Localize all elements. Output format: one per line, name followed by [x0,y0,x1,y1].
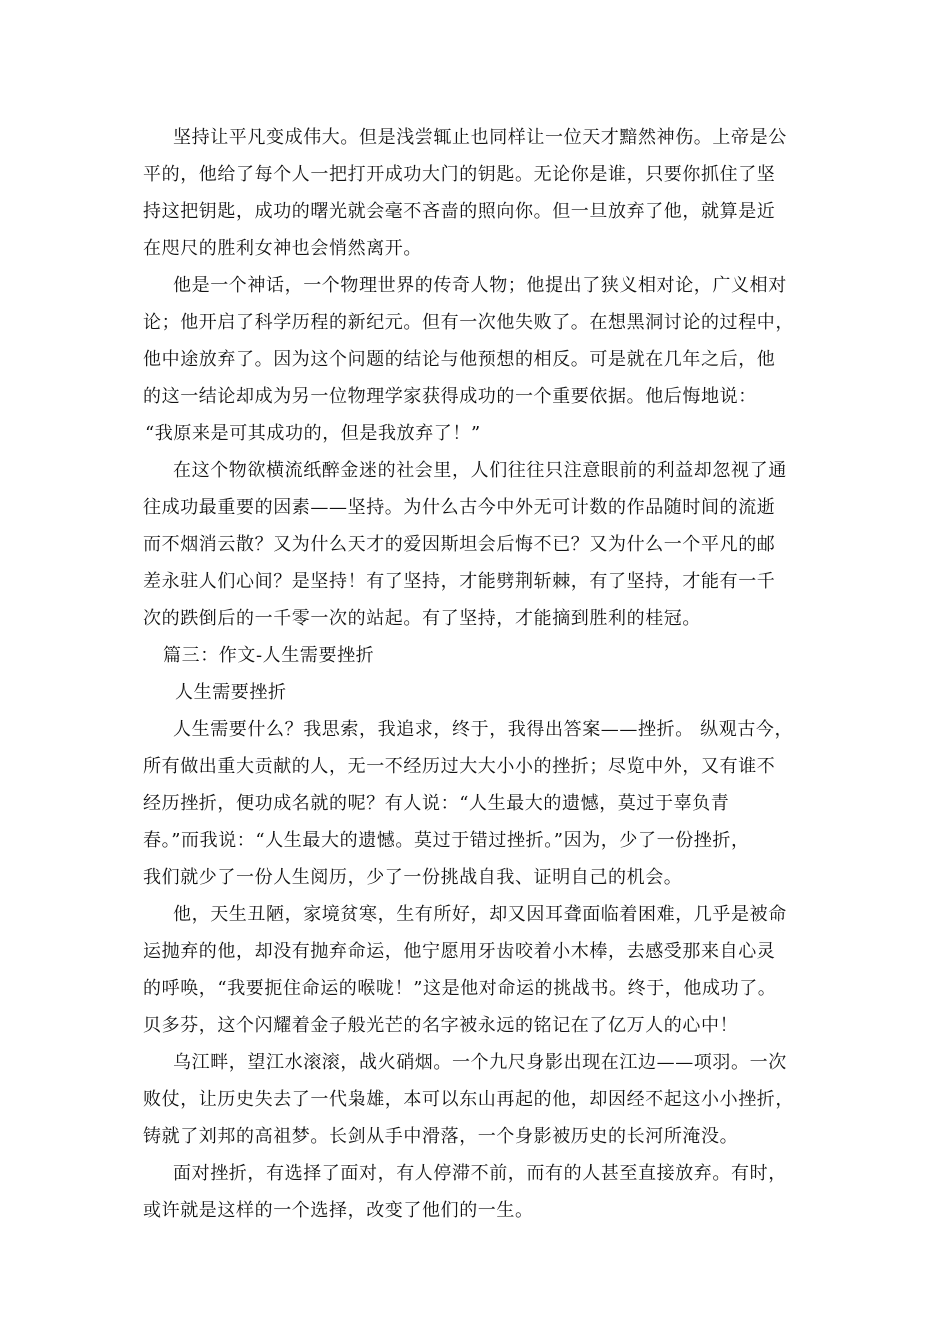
text-line: 的呼唤，“我要扼住命运的喉咙！”这是他对命运的挑战书。终于，他成功了。 [143,978,777,999]
text-line: 论；他开启了科学历程的新纪元。但有一次他失败了。在想黑洞讨论的过程中， [143,312,794,333]
text-line: 面对挫折，有选择了面对，有人停滞不前，而有的人甚至直接放弃。有时， [173,1163,787,1184]
text-line: 春。”而我说：“人生最大的遗憾。莫过于错过挫折。”因为，少了一份挫折， [143,830,750,851]
text-line: 在咫尺的胜利女神也会悄然离开。 [143,238,422,259]
text-line: 他中途放弃了。因为这个问题的结论与他预想的相反。可是就在几年之后，他 [143,349,776,370]
text-line: 败仗，让历史失去了一代枭雄，本可以东山再起的他，却因经不起这小小挫折， [143,1089,794,1110]
text-line: 平的，他给了每个人一把打开成功大门的钥匙。无论你是谁，只要你抓住了坚 [143,164,776,185]
text-line: 他是一个神话，一个物理世界的传奇人物；他提出了狭义相对论，广义相对 [173,275,787,296]
text-line: 往成功最重要的因素——坚持。为什么古今中外无可计数的作品随时间的流逝 [143,497,776,518]
quote-line: “我原来是可其成功的，但是我放弃了！” [145,423,481,444]
document-body [143,119,811,1229]
text-line: 我们就少了一份人生阅历，少了一份挑战自我、证明自己的机会。 [143,867,683,888]
section-heading: 篇三：作文-人生需要挫折 [163,645,375,666]
text-line: 经历挫折，便功成名就的呢？有人说：“人生最大的遗憾，莫过于辜负青 [143,793,730,814]
text-line: 坚持让平凡变成伟大。但是浅尝辄止也同样让一位天才黯然神伤。上帝是公 [173,127,787,148]
text-line: 的这一结论却成为另一位物理学家获得成功的一个重要依据。他后悔地说： [143,386,757,407]
text-line: 人生需要什么？我思索，我追求，终于，我得出答案——挫折。 纵观古今， [173,719,794,740]
text-line: 差永驻人们心间？是坚持！有了坚持，才能劈荆斩棘，有了坚持，才能有一千 [143,571,776,592]
text-line: 持这把钥匙，成功的曙光就会毫不吝啬的照向你。但一旦放弃了他，就算是近 [143,201,776,222]
text-line: 而不烟消云散？又为什么天才的爱因斯坦会后悔不已？又为什么一个平凡的邮 [143,534,776,555]
text-line: 他，天生丑陋，家境贫寒，生有所好，却又因耳聋面临着困难，几乎是被命 [173,904,787,925]
essay-title: 人生需要挫折 [175,682,287,703]
text-line: 在这个物欲横流纸醉金迷的社会里，人们往往只注意眼前的利益却忽视了通 [173,460,787,481]
text-line: 或许就是这样的一个选择，改变了他们的一生。 [143,1200,534,1221]
text-line: 乌江畔，望江水滚滚，战火硝烟。一个九尺身影出现在江边——项羽。一次 [173,1052,787,1073]
text-line: 所有做出重大贡献的人，无一不经历过大大小小的挫折；尽览中外，又有谁不 [143,756,776,777]
text-line: 贝多芬，这个闪耀着金子般光芒的名字被永远的铭记在了亿万人的心中！ [143,1015,739,1036]
text-line: 次的跌倒后的一千零一次的站起。有了坚持，才能摘到胜利的桂冠。 [143,608,701,629]
text-line: 运抛弃的他，却没有抛弃命运，他宁愿用牙齿咬着小木棒，去感受那来自心灵 [143,941,776,962]
text-line: 铸就了刘邦的高祖梦。长剑从手中滑落，一个身影被历史的长河所淹没。 [143,1126,739,1147]
